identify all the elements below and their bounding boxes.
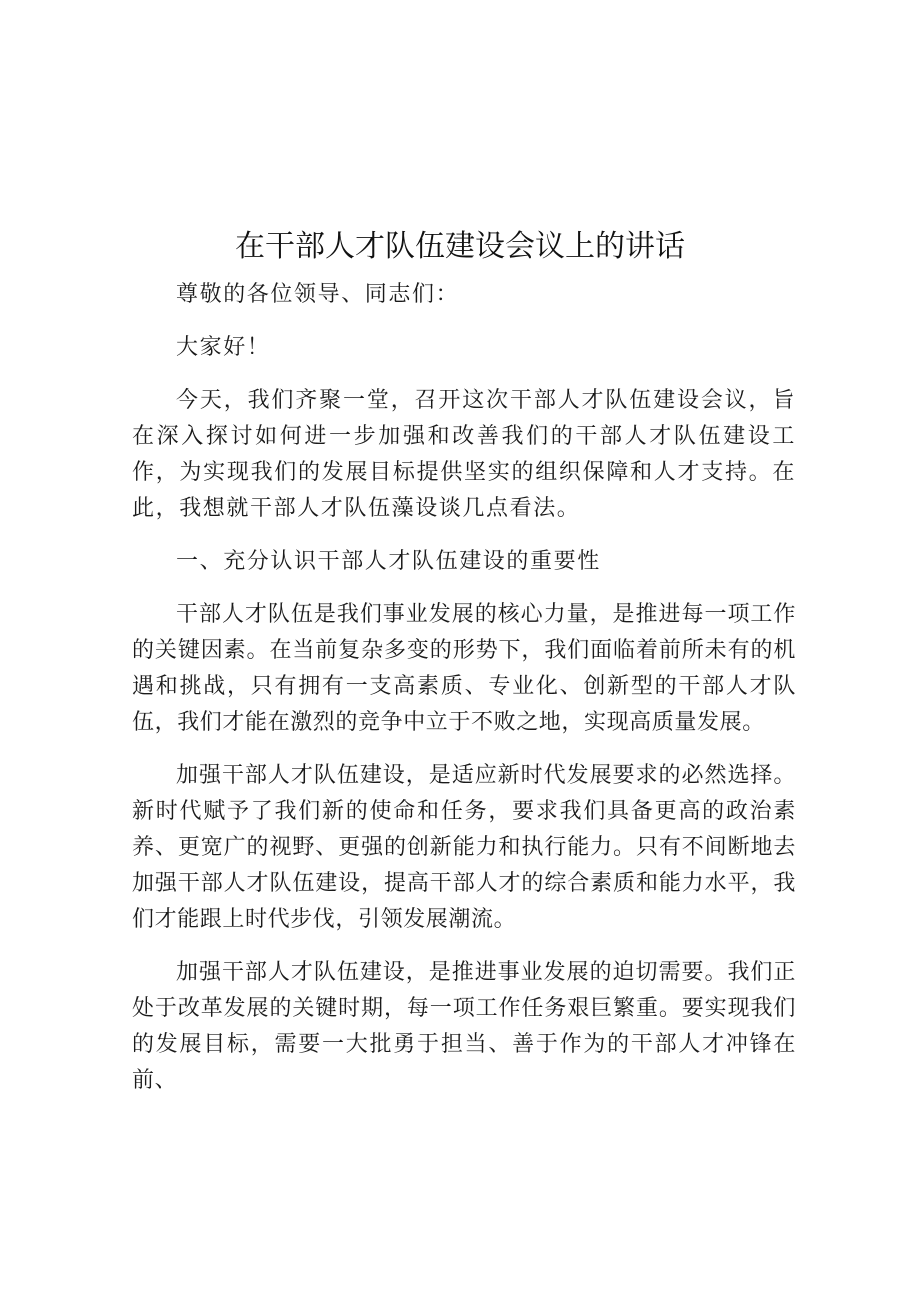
paragraph-new-era: 加强干部人才队伍建设，是适应新时代发展要求的必然选择。新时代赋予了我们新的使命和任务，要求我们具备更高的政治素养、更宽广的视野、更强的创新能力和执行能力。只有不间断地去加强干部人才队伍建设，提高干部人才的综合素质和能力水平，我们才能跟上时代步伐，引领发展潮流。 [132,763,796,932]
paragraph-core-force: 干部人才队伍是我们事业发展的核心力量，是推进每一项工作的关键因素。在当前复杂多变的形势下，我们面临着前所未有的机遇和挑战，只有拥有一支高素质、专业化、创新型的干部人才队伍，我们才能在激烈的竞争中立于不败之地，实现高质量发展。 [132,602,796,735]
paragraph-intro: 今天，我们齐聚一堂，召开这次干部人才队伍建设会议，旨在深入探讨如何进一步加强和改善我们的干部人才队伍建设工作，为实现我们的发展目标提供坚实的组织保障和人才支持。在此，我想就干部人才队伍藻设谈几点看法。 [132,388,796,521]
greeting: 大家好！ [176,335,271,360]
document-title: 在干部人才队伍建设会议上的讲话 [235,229,685,264]
document-body [132,277,796,1116]
section-heading-1: 一、充分认识干部人才队伍建设的重要性 [176,549,601,574]
salutation: 尊敬的各位领导、同志们： [176,282,460,307]
paragraph-urgent-need: 加强干部人才队伍建设，是推进事业发展的迫切需要。我们正处于改革发展的关键时期，每一项工作任务艰巨繁重。要实现我们的发展目标，需要一大批勇于担当、善于作为的干部人才冲锋在前、 [132,960,796,1093]
